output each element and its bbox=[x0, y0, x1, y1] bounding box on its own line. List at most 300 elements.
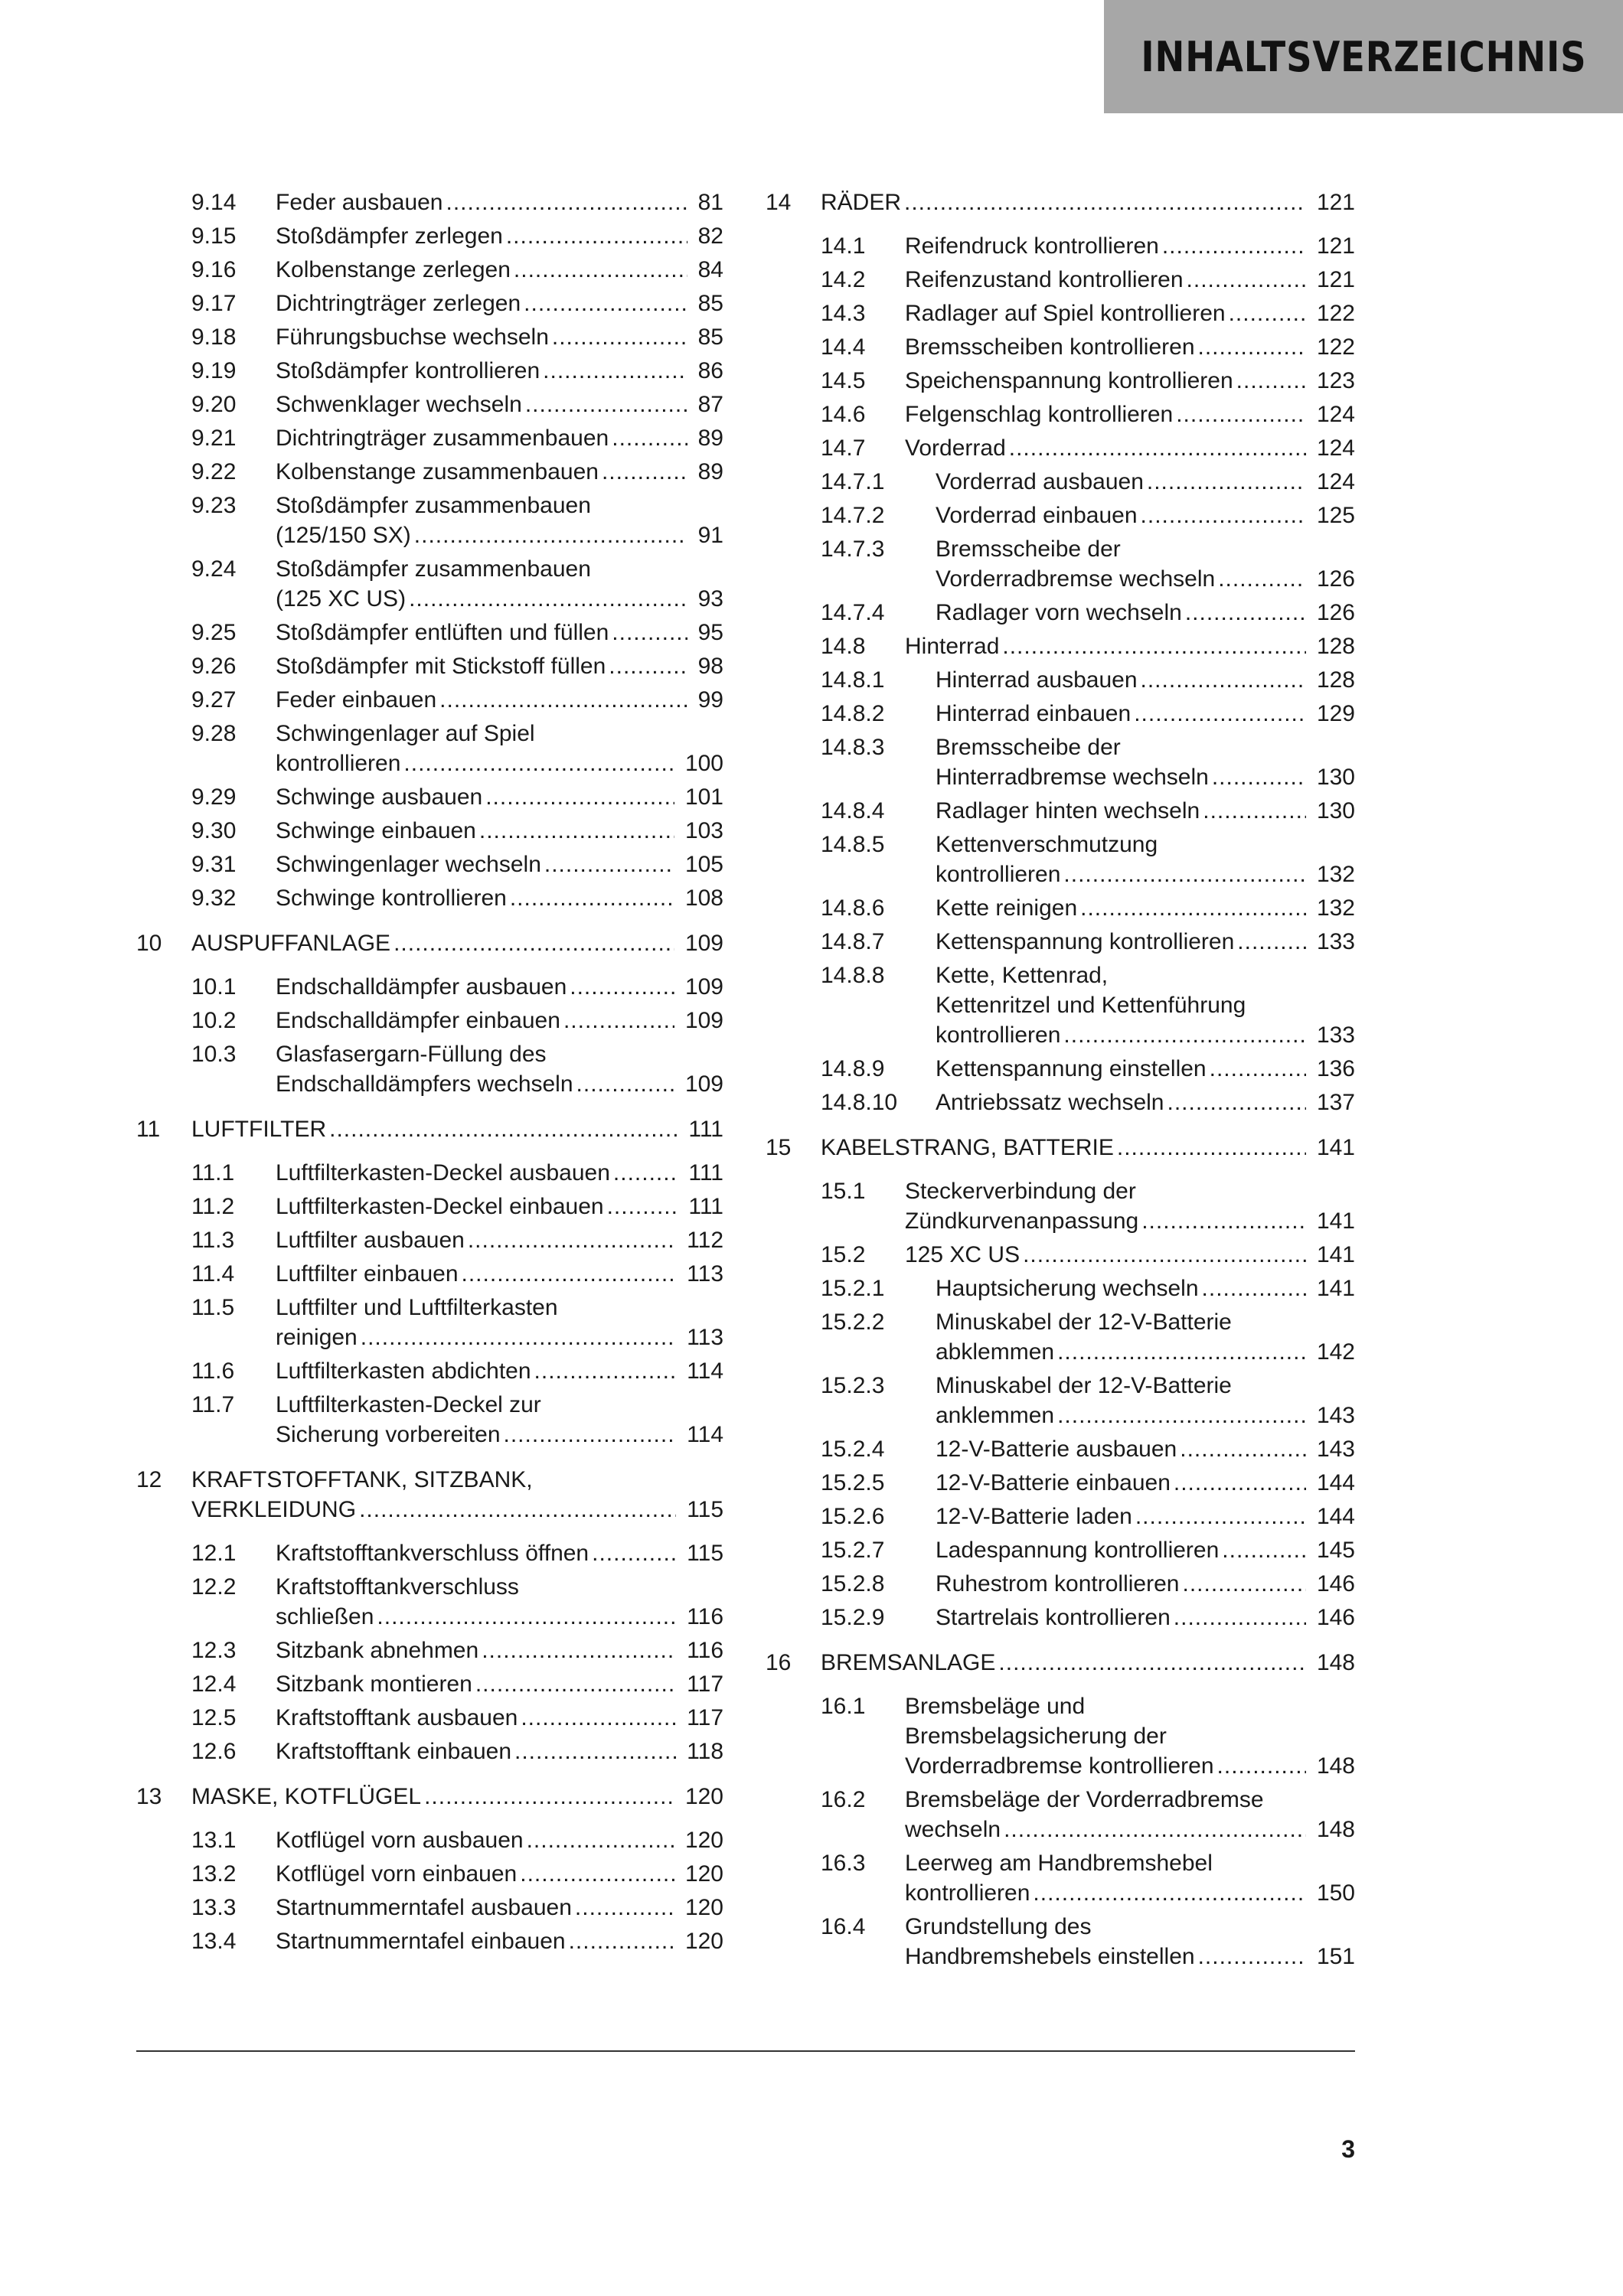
toc-entry-title: Kotflügel vorn ausbauen ..... bbox=[276, 1825, 723, 1855]
toc-entry[interactable] bbox=[136, 1859, 723, 1889]
toc-entry[interactable] bbox=[766, 1054, 1355, 1084]
toc-entry-title: Luftfilter einbauen ..... bbox=[276, 1259, 723, 1289]
toc-entry-title: Stoßdämpfer zusammenbauen bbox=[276, 556, 591, 582]
toc-entry-page: 91 bbox=[687, 520, 723, 550]
toc-entry-title: KABELSTRANG, BATTERIE ..... bbox=[821, 1133, 1355, 1163]
toc-entry[interactable] bbox=[136, 221, 723, 251]
toc-entry[interactable] bbox=[136, 850, 723, 879]
toc-entry-page: 122 bbox=[1306, 332, 1355, 362]
toc-entry-page: 141 bbox=[1306, 1240, 1355, 1270]
toc-entry[interactable] bbox=[766, 830, 1355, 889]
toc-entry-page: 132 bbox=[1306, 859, 1355, 889]
toc-entry-title: Sitzbank montieren ..... bbox=[276, 1669, 723, 1699]
toc-entry[interactable] bbox=[136, 1356, 723, 1386]
toc-entry-number: 10.3 bbox=[191, 1042, 237, 1067]
toc-entry-number: 12.5 bbox=[191, 1705, 237, 1730]
toc-entry[interactable] bbox=[766, 231, 1355, 261]
footer-rule bbox=[136, 2050, 1355, 2052]
toc-entry[interactable] bbox=[136, 1114, 723, 1144]
toc-entry[interactable] bbox=[136, 1039, 723, 1099]
toc-entry-page: 89 bbox=[687, 457, 723, 487]
toc-entry-page: 120 bbox=[674, 1926, 723, 1956]
toc-entry-page: 116 bbox=[676, 1636, 723, 1665]
toc-entry[interactable] bbox=[136, 1893, 723, 1923]
toc-entry[interactable] bbox=[136, 1465, 723, 1525]
toc-entry[interactable] bbox=[766, 1603, 1355, 1632]
toc-entry[interactable] bbox=[766, 1307, 1355, 1367]
toc-entry-page: 129 bbox=[1306, 699, 1355, 729]
toc-entry-title: kontrollieren ..... bbox=[936, 1020, 1355, 1050]
toc-entry-title: Glasfasergarn-Füllung des bbox=[276, 1042, 547, 1067]
toc-entry-number: 9.15 bbox=[191, 223, 237, 249]
toc-entry-page: 141 bbox=[1306, 1206, 1355, 1236]
toc-entry[interactable] bbox=[766, 1648, 1355, 1678]
toc-entry-number: 14.1 bbox=[821, 233, 866, 259]
toc-entry-title: Kettenverschmutzung bbox=[936, 832, 1158, 857]
page-number: 3 bbox=[1341, 2135, 1355, 2163]
toc-entry-page: 111 bbox=[678, 1158, 723, 1188]
toc-entry-title: Schwingenlager auf Spiel bbox=[276, 721, 535, 746]
toc-entry[interactable] bbox=[766, 665, 1355, 695]
toc-entry-page: 87 bbox=[687, 390, 723, 419]
toc-entry-page: 144 bbox=[1306, 1502, 1355, 1531]
toc-entry[interactable] bbox=[766, 265, 1355, 295]
toc-entry[interactable] bbox=[766, 699, 1355, 729]
toc-entry-number: 12.6 bbox=[191, 1739, 237, 1764]
toc-entry[interactable] bbox=[136, 491, 723, 550]
toc-entry-page: 85 bbox=[687, 289, 723, 318]
toc-entry-number: 13 bbox=[136, 1784, 162, 1809]
toc-entry-number: 9.21 bbox=[191, 426, 237, 451]
toc-entry[interactable] bbox=[766, 400, 1355, 429]
toc-entry-number: 14.8.7 bbox=[821, 929, 885, 954]
toc-entry[interactable] bbox=[766, 796, 1355, 826]
toc-entry[interactable] bbox=[766, 298, 1355, 328]
toc-entry-title: kontrollieren ..... bbox=[276, 748, 723, 778]
toc-entry-number: 11.5 bbox=[191, 1295, 235, 1320]
toc-entry[interactable] bbox=[136, 1293, 723, 1352]
toc-entry-page: 123 bbox=[1306, 366, 1355, 396]
toc-entry[interactable] bbox=[136, 1225, 723, 1255]
toc-entry[interactable] bbox=[136, 1572, 723, 1632]
toc-entry-number: 14.3 bbox=[821, 301, 866, 326]
toc-entry-page: 137 bbox=[1306, 1088, 1355, 1117]
toc-entry-number: 11.3 bbox=[191, 1228, 235, 1253]
toc-entry[interactable] bbox=[766, 501, 1355, 530]
toc-entry-title: Handbremshebels einstellen ..... bbox=[905, 1942, 1355, 1971]
toc-entry-number: 14.8.6 bbox=[821, 895, 885, 921]
toc-entry-title: Grundstellung des bbox=[905, 1914, 1092, 1939]
toc-entry-number: 16.2 bbox=[821, 1787, 866, 1812]
toc-entry-title: Startnummerntafel ausbauen ..... bbox=[276, 1893, 723, 1923]
toc-entry-title: BREMSANLAGE ..... bbox=[821, 1648, 1355, 1678]
toc-entry[interactable] bbox=[136, 1390, 723, 1450]
toc-entry[interactable] bbox=[136, 618, 723, 647]
toc-entry-page: 117 bbox=[676, 1703, 723, 1733]
toc-entry-page: 130 bbox=[1306, 762, 1355, 792]
toc-entry-page: 109 bbox=[674, 928, 723, 958]
toc-entry-title: Bremsbeläge der Vorderradbremse bbox=[905, 1787, 1264, 1812]
toc-entry-title: 125 XC US ..... bbox=[905, 1240, 1355, 1270]
toc-entry-number: 9.27 bbox=[191, 687, 237, 713]
toc-entry-title: Kraftstofftank einbauen ..... bbox=[276, 1737, 723, 1766]
toc-entry-number: 15.2.5 bbox=[821, 1470, 885, 1495]
toc-entry-title: Kettenritzel und Kettenführung bbox=[936, 993, 1246, 1018]
toc-entry-page: 143 bbox=[1306, 1401, 1355, 1430]
toc-entry-page: 93 bbox=[687, 584, 723, 614]
toc-entry-page: 141 bbox=[1306, 1133, 1355, 1163]
toc-entry-number: 10 bbox=[136, 931, 162, 956]
toc-entry-page: 144 bbox=[1306, 1468, 1355, 1498]
toc-entry[interactable] bbox=[136, 1006, 723, 1035]
toc-entry[interactable] bbox=[136, 883, 723, 913]
section-title: INHALTSVERZEICHNIS bbox=[1140, 32, 1587, 81]
toc-entry[interactable] bbox=[766, 366, 1355, 396]
toc-entry-title: Kolbenstange zerlegen ..... bbox=[276, 255, 723, 285]
toc-entry[interactable] bbox=[766, 1912, 1355, 1971]
toc-entry-title: Stoßdämpfer kontrollieren ..... bbox=[276, 356, 723, 386]
toc-entry-page: 111 bbox=[678, 1114, 723, 1144]
toc-entry-title: 12-V-Batterie einbauen ..... bbox=[936, 1468, 1355, 1498]
toc-entry-title: kontrollieren ..... bbox=[936, 859, 1355, 889]
toc-entry-page: 120 bbox=[674, 1859, 723, 1889]
toc-entry-title: Dichtringträger zerlegen ..... bbox=[276, 289, 723, 318]
toc-entry-title: Bremsbeläge und bbox=[905, 1694, 1086, 1719]
toc-entry[interactable] bbox=[766, 960, 1355, 1050]
toc-entry-page: 118 bbox=[676, 1737, 723, 1766]
toc-entry[interactable] bbox=[136, 423, 723, 453]
toc-entry-number: 9.23 bbox=[191, 493, 237, 518]
toc-entry[interactable] bbox=[766, 1240, 1355, 1270]
toc-entry-number: 15.2.4 bbox=[821, 1437, 885, 1462]
toc-entry-title: Kette reinigen ..... bbox=[936, 893, 1355, 923]
toc-entry[interactable] bbox=[136, 356, 723, 386]
toc-column-right bbox=[766, 188, 1355, 1975]
toc-entry-title: Kette, Kettenrad, bbox=[936, 963, 1109, 988]
toc-entry-page: 84 bbox=[687, 255, 723, 285]
toc-entry-number: 12 bbox=[136, 1467, 162, 1492]
toc-entry-number: 14.8.3 bbox=[821, 735, 885, 760]
toc-entry-number: 15.2.6 bbox=[821, 1504, 885, 1529]
toc-entry-page: 98 bbox=[687, 651, 723, 681]
toc-entry-title: Bremsscheiben kontrollieren ..... bbox=[905, 332, 1355, 362]
toc-entry[interactable] bbox=[136, 554, 723, 614]
toc-entry[interactable] bbox=[136, 1825, 723, 1855]
toc-entry-page: 128 bbox=[1306, 631, 1355, 661]
toc-entry-title: Kraftstofftankverschluss bbox=[276, 1574, 519, 1600]
toc-entry-page: 86 bbox=[687, 356, 723, 386]
toc-entry-title: Kotflügel vorn einbauen ..... bbox=[276, 1859, 723, 1889]
toc-entry[interactable] bbox=[136, 685, 723, 715]
toc-entry[interactable] bbox=[136, 782, 723, 812]
toc-entry[interactable] bbox=[766, 1371, 1355, 1430]
toc-entry-title: abklemmen ..... bbox=[936, 1337, 1355, 1367]
toc-entry[interactable] bbox=[766, 598, 1355, 628]
toc-entry-number: 9.18 bbox=[191, 325, 237, 350]
toc-entry-number: 14.8.9 bbox=[821, 1056, 885, 1081]
toc-entry[interactable] bbox=[136, 972, 723, 1002]
section-header bbox=[1104, 0, 1623, 113]
toc-entry-title: Minuskabel der 12-V-Batterie bbox=[936, 1309, 1232, 1335]
toc-entry-page: 89 bbox=[687, 423, 723, 453]
toc-entry-title: Hinterradbremse wechseln ..... bbox=[936, 762, 1355, 792]
toc-entry-title: Kettenspannung einstellen ..... bbox=[936, 1054, 1355, 1084]
toc-entry-title: Luftfilterkasten-Deckel einbauen ..... bbox=[276, 1192, 723, 1221]
toc-entry-title: Luftfilterkasten-Deckel zur bbox=[276, 1392, 541, 1417]
toc-entry-page: 136 bbox=[1306, 1054, 1355, 1084]
toc-entry-title: reinigen ..... bbox=[276, 1322, 723, 1352]
toc-entry-title: schließen ..... bbox=[276, 1602, 723, 1632]
toc-entry-number: 9.30 bbox=[191, 818, 237, 843]
toc-entry-page: 100 bbox=[674, 748, 723, 778]
toc-entry-page: 115 bbox=[676, 1538, 723, 1568]
toc-entry-title: Radlager auf Spiel kontrollieren ..... bbox=[905, 298, 1355, 328]
toc-entry-title: Luftfilter ausbauen ..... bbox=[276, 1225, 723, 1255]
toc-entry-number: 14.7.2 bbox=[821, 503, 885, 528]
toc-entry-title: Vorderrad einbauen ..... bbox=[936, 501, 1355, 530]
toc-entry[interactable] bbox=[766, 732, 1355, 792]
toc-entry-page: 105 bbox=[674, 850, 723, 879]
toc-entry-page: 113 bbox=[676, 1259, 723, 1289]
toc-entry-number: 9.24 bbox=[191, 556, 237, 582]
toc-entry-title: VERKLEIDUNG ..... bbox=[191, 1495, 723, 1525]
toc-entry-title: Stoßdämpfer mit Stickstoff füllen ..... bbox=[276, 651, 723, 681]
toc-entry[interactable] bbox=[766, 1502, 1355, 1531]
toc-entry-title: Luftfilterkasten-Deckel ausbauen ..... bbox=[276, 1158, 723, 1188]
toc-entry-number: 11.7 bbox=[191, 1392, 235, 1417]
toc-entry-number: 9.29 bbox=[191, 784, 237, 810]
toc-entry[interactable] bbox=[766, 1691, 1355, 1781]
toc-entry-title: Führungsbuchse wechseln ..... bbox=[276, 322, 723, 352]
toc-entry-page: 148 bbox=[1306, 1751, 1355, 1781]
toc-entry-title: Radlager hinten wechseln ..... bbox=[936, 796, 1355, 826]
toc-entry-page: 103 bbox=[674, 816, 723, 846]
toc-entry-page: 150 bbox=[1306, 1878, 1355, 1908]
toc-entry-number: 9.32 bbox=[191, 885, 237, 911]
toc-entry-number: 16.4 bbox=[821, 1914, 866, 1939]
toc-entry[interactable] bbox=[136, 1158, 723, 1188]
toc-entry-page: 133 bbox=[1306, 927, 1355, 957]
toc-entry-page: 124 bbox=[1306, 467, 1355, 497]
toc-entry[interactable] bbox=[766, 1088, 1355, 1117]
toc-entry-title: Leerweg am Handbremshebel bbox=[905, 1851, 1213, 1876]
toc-entry[interactable] bbox=[136, 816, 723, 846]
toc-entry-title: AUSPUFFANLAGE ..... bbox=[191, 928, 723, 958]
toc-entry[interactable] bbox=[136, 1926, 723, 1956]
toc-entry-number: 9.31 bbox=[191, 852, 237, 877]
toc-entry-page: 146 bbox=[1306, 1569, 1355, 1599]
toc-entry-title: Kolbenstange zusammenbauen ..... bbox=[276, 457, 723, 487]
toc-entry-number: 13.2 bbox=[191, 1861, 237, 1887]
toc-entry[interactable] bbox=[136, 289, 723, 318]
toc-entry-number: 14.8.4 bbox=[821, 798, 885, 823]
toc-entry[interactable] bbox=[766, 534, 1355, 594]
toc-entry-title: Kettenspannung kontrollieren ..... bbox=[936, 927, 1355, 957]
toc-entry-title: LUFTFILTER ..... bbox=[191, 1114, 723, 1144]
toc-entry-title: Ladespannung kontrollieren ..... bbox=[936, 1535, 1355, 1565]
toc-entry[interactable] bbox=[766, 1176, 1355, 1236]
toc-entry-title: Endschalldämpfer einbauen ..... bbox=[276, 1006, 723, 1035]
toc-entry-number: 9.25 bbox=[191, 620, 237, 645]
toc-entry-number: 15.2.8 bbox=[821, 1571, 885, 1596]
toc-entry-page: 148 bbox=[1306, 1815, 1355, 1844]
toc-entry-page: 121 bbox=[1306, 188, 1355, 217]
toc-entry[interactable] bbox=[766, 332, 1355, 362]
toc-entry-title: KRAFTSTOFFTANK, SITZBANK, bbox=[191, 1467, 533, 1492]
toc-entry-number: 14.5 bbox=[821, 368, 866, 393]
toc-entry-number: 9.14 bbox=[191, 190, 237, 215]
toc-entry[interactable] bbox=[136, 1636, 723, 1665]
toc-entry-page: 120 bbox=[674, 1893, 723, 1923]
toc-entry-title: Schwinge ausbauen ..... bbox=[276, 782, 723, 812]
toc-entry-title: 12-V-Batterie laden ..... bbox=[936, 1502, 1355, 1531]
toc-entry-page: 141 bbox=[1306, 1274, 1355, 1303]
toc-entry-title: anklemmen ..... bbox=[936, 1401, 1355, 1430]
toc-entry-number: 13.4 bbox=[191, 1929, 237, 1954]
toc-entry[interactable] bbox=[136, 719, 723, 778]
toc-entry-title: Startnummerntafel einbauen ..... bbox=[276, 1926, 723, 1956]
toc-entry[interactable] bbox=[136, 1192, 723, 1221]
toc-entry[interactable] bbox=[766, 1434, 1355, 1464]
toc-entry[interactable] bbox=[766, 1848, 1355, 1908]
toc-entry-title: Schwenklager wechseln ..... bbox=[276, 390, 723, 419]
toc-entry-number: 9.16 bbox=[191, 257, 237, 282]
toc-entry-page: 115 bbox=[676, 1495, 723, 1525]
toc-entry-number: 11.2 bbox=[191, 1194, 235, 1219]
toc-entry[interactable] bbox=[136, 1703, 723, 1733]
toc-entry-title: Stoßdämpfer entlüften und füllen ..... bbox=[276, 618, 723, 647]
toc-entry[interactable] bbox=[766, 1785, 1355, 1844]
toc-entry-number: 14.7.1 bbox=[821, 469, 885, 494]
toc-entry-title: Bremsbelagsicherung der bbox=[905, 1724, 1167, 1749]
toc-entry-number: 9.26 bbox=[191, 654, 237, 679]
toc-entry-title: Startrelais kontrollieren ..... bbox=[936, 1603, 1355, 1632]
toc-entry[interactable] bbox=[136, 928, 723, 958]
toc-entry-title: Hinterrad ausbauen ..... bbox=[936, 665, 1355, 695]
toc-entry-title: Dichtringträger zusammenbauen ..... bbox=[276, 423, 723, 453]
toc-entry-number: 14.8.8 bbox=[821, 963, 885, 988]
toc-entry-title: wechseln ..... bbox=[905, 1815, 1355, 1844]
toc-entry-number: 12.4 bbox=[191, 1671, 237, 1697]
toc-entry-number: 16 bbox=[766, 1650, 792, 1675]
toc-entry[interactable] bbox=[766, 1535, 1355, 1565]
toc-entry[interactable] bbox=[136, 322, 723, 352]
toc-entry-title: Schwingenlager wechseln ..... bbox=[276, 850, 723, 879]
toc-entry[interactable] bbox=[136, 1538, 723, 1568]
toc-entry[interactable] bbox=[136, 1737, 723, 1766]
toc-entry-number: 14.7.4 bbox=[821, 600, 885, 625]
toc-entry-page: 121 bbox=[1306, 231, 1355, 261]
toc-entry[interactable] bbox=[766, 433, 1355, 463]
toc-entry[interactable] bbox=[136, 1259, 723, 1289]
toc-entry-title: Reifendruck kontrollieren ..... bbox=[905, 231, 1355, 261]
toc-entry-title: Vorderradbremse kontrollieren ..... bbox=[905, 1751, 1355, 1781]
toc-entry[interactable] bbox=[766, 1468, 1355, 1498]
toc-entry-title: Endschalldämpfer ausbauen ..... bbox=[276, 972, 723, 1002]
toc-entry-title: Vorderrad ..... bbox=[905, 433, 1355, 463]
toc-entry-title: Stoßdämpfer zusammenbauen bbox=[276, 493, 591, 518]
toc-entry-page: 95 bbox=[687, 618, 723, 647]
toc-entry[interactable] bbox=[766, 1569, 1355, 1599]
toc-column-left bbox=[136, 188, 723, 1960]
toc-entry-title: Sicherung vorbereiten ..... bbox=[276, 1420, 723, 1450]
toc-entry-page: 108 bbox=[674, 883, 723, 913]
toc-entry[interactable] bbox=[136, 1782, 723, 1812]
toc-entry-page: 124 bbox=[1306, 400, 1355, 429]
toc-entry-page: 116 bbox=[676, 1602, 723, 1632]
toc-entry-title: Sitzbank abnehmen ..... bbox=[276, 1636, 723, 1665]
toc-entry-page: 148 bbox=[1306, 1648, 1355, 1678]
toc-entry[interactable] bbox=[766, 188, 1355, 217]
toc-entry-number: 15.2.1 bbox=[821, 1276, 885, 1301]
toc-entry-page: 109 bbox=[674, 1069, 723, 1099]
toc-entry-number: 14.4 bbox=[821, 334, 866, 360]
toc-entry-title: (125 XC US) ..... bbox=[276, 584, 723, 614]
toc-entry-number: 15 bbox=[766, 1135, 792, 1160]
toc-entry-title: Feder einbauen ..... bbox=[276, 685, 723, 715]
toc-entry[interactable] bbox=[766, 927, 1355, 957]
toc-entry-page: 146 bbox=[1306, 1603, 1355, 1632]
toc-entry-page: 112 bbox=[676, 1225, 723, 1255]
toc-entry-page: 151 bbox=[1306, 1942, 1355, 1971]
toc-entry-title: Speichenspannung kontrollieren ..... bbox=[905, 366, 1355, 396]
toc-entry-title: (125/150 SX) ..... bbox=[276, 520, 723, 550]
toc-entry[interactable] bbox=[136, 457, 723, 487]
toc-entry[interactable] bbox=[136, 1669, 723, 1699]
toc-entry-number: 11.1 bbox=[191, 1160, 235, 1186]
toc-entry[interactable] bbox=[766, 631, 1355, 661]
toc-entry[interactable] bbox=[766, 467, 1355, 497]
toc-entry-number: 14.8 bbox=[821, 634, 866, 659]
toc-entry-number: 11.4 bbox=[191, 1261, 235, 1287]
toc-entry-page: 122 bbox=[1306, 298, 1355, 328]
toc-entry-number: 12.1 bbox=[191, 1541, 237, 1566]
toc-entry-page: 126 bbox=[1306, 564, 1355, 594]
toc-entry[interactable] bbox=[766, 1274, 1355, 1303]
toc-entry-number: 14.2 bbox=[821, 267, 866, 292]
toc-entry-title: Stoßdämpfer zerlegen ..... bbox=[276, 221, 723, 251]
toc-entry-page: 120 bbox=[674, 1782, 723, 1812]
toc-entry-page: 142 bbox=[1306, 1337, 1355, 1367]
toc-entry[interactable] bbox=[136, 188, 723, 217]
toc-entry-number: 14.8.5 bbox=[821, 832, 885, 857]
toc-entry-title: Felgenschlag kontrollieren ..... bbox=[905, 400, 1355, 429]
toc-entry-number: 14.7 bbox=[821, 435, 866, 461]
toc-entry-number: 9.28 bbox=[191, 721, 237, 746]
toc-entry[interactable] bbox=[136, 255, 723, 285]
toc-entry-title: MASKE, KOTFLÜGEL ..... bbox=[191, 1782, 723, 1812]
toc-entry-title: Kraftstofftank ausbauen ..... bbox=[276, 1703, 723, 1733]
toc-entry-title: Luftfilterkasten abdichten ..... bbox=[276, 1356, 723, 1386]
toc-entry[interactable] bbox=[766, 893, 1355, 923]
toc-entry-number: 10.2 bbox=[191, 1008, 237, 1033]
toc-entry[interactable] bbox=[136, 390, 723, 419]
toc-entry[interactable] bbox=[136, 651, 723, 681]
toc-entry-number: 14.6 bbox=[821, 402, 866, 427]
toc-entry-page: 128 bbox=[1306, 665, 1355, 695]
toc-entry-number: 10.1 bbox=[191, 974, 237, 1000]
toc-entry-page: 82 bbox=[687, 221, 723, 251]
toc-entry-number: 12.2 bbox=[191, 1574, 237, 1600]
toc-entry-page: 143 bbox=[1306, 1434, 1355, 1464]
toc-entry-title: RÄDER ..... bbox=[821, 188, 1355, 217]
toc-entry[interactable] bbox=[766, 1133, 1355, 1163]
toc-entry-number: 12.3 bbox=[191, 1638, 237, 1663]
toc-entry-page: 125 bbox=[1306, 501, 1355, 530]
toc-entry-page: 121 bbox=[1306, 265, 1355, 295]
toc-entry-page: 111 bbox=[678, 1192, 723, 1221]
toc-entry-page: 109 bbox=[674, 972, 723, 1002]
